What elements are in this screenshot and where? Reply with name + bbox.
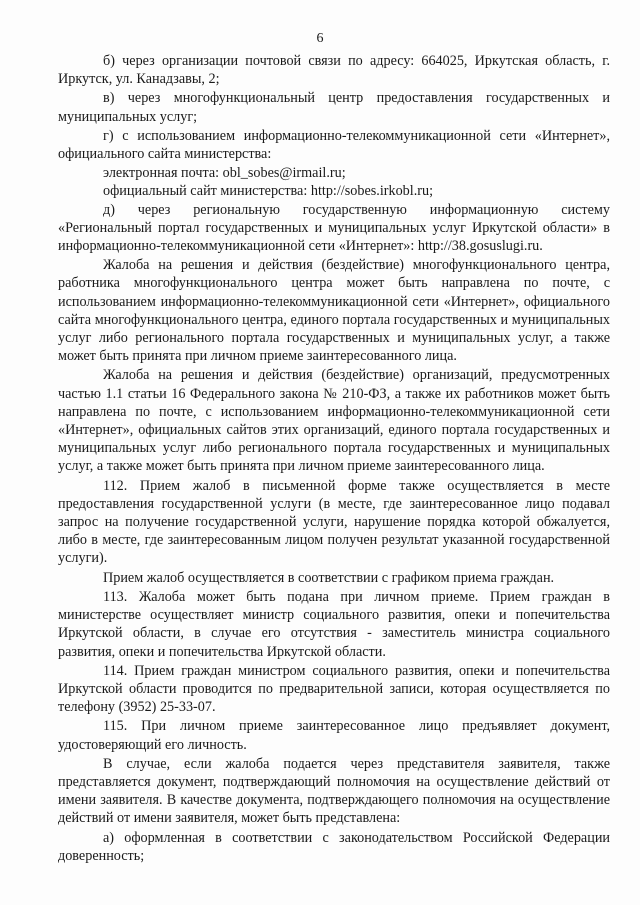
paragraph-email: электронная почта: obl_sobes@irmail.ru; (103, 165, 346, 182)
paragraph-mfc-complaint: Жалоба на решения и действия (бездействие) многофункционального центра, работника многофункционального центра может быть направлена по почте, с использованием информационно-телекоммуникационной сети «Интернет», официального сайта многофункционального центра, единого портала государственных и муниципальных услуг либо регионального портала государственных и муниципальных услуг, а также может быть принята при личном приеме заинтересованного лица. (58, 257, 610, 365)
paragraph-113: 113. Жалоба может быть подана при личном приеме. Прием граждан в министерстве осуществляет министр социального развития, опеки и попечительства Иркутской области, в случае его отсутствия - заместитель министра социального развития, опеки и попечительства Иркутской области. (58, 588, 610, 660)
paragraph-schedule: Прием жалоб осуществляется в соответствии с графиком приема граждан. (103, 569, 555, 586)
page-number: 6 (316, 31, 324, 46)
paragraph-internet: г) с использованием информационно-телекоммуникационной сети «Интернет», официального сайта министерства: (58, 127, 610, 163)
paragraph-website: официальный сайт министерства: http://sobes.irkobl.ru; (103, 183, 434, 200)
paragraph-mfc: в) через многофункциональный центр предоставления государственных и муниципальных услуг; (58, 90, 610, 125)
paragraph-115: 115. При личном приеме заинтересованное лицо предъявляет документ, удостоверяющий его личность. (58, 718, 610, 753)
document-body (58, 52, 610, 865)
paragraph-regional-portal: д) через региональную государственную информационную систему «Региональный портал государственных и муниципальных услуг Иркутской области» в информационно-телекоммуникационной сети «Интернет»: http://38.gosuslugi.ru. (58, 201, 610, 255)
paragraph-organizations-complaint: Жалоба на решения и действия (бездействие) организаций, предусмотренных частью 1.1 статьи 16 Федерального закона № 210-ФЗ, а также их работников может быть направлена по почте, с использованием информационно-телекоммуникационной сети «Интернет», официальных сайтов этих организаций, единого портала государственных и муниципальных услуг либо регионального портала государственных и муниципальных услуг, а также может быть принята при личном приеме заинтересованного лица. (58, 367, 610, 475)
paragraph-power-of-attorney: а) оформленная в соответствии с законодательством Российской Федерации доверенность; (58, 829, 610, 864)
paragraph-representative: В случае, если жалоба подается через представителя заявителя, также представляется документ, подтверждающий полномочия на осуществление действий от имени заявителя. В качестве документа, подтверждающего полномочия на осуществление действий от имени заявителя, может быть представлена: (58, 755, 610, 827)
paragraph-114: 114. Прием граждан министром социального развития, опеки и попечительства Иркутской области проводится по предварительной записи, которая осуществляется по телефону (3952) 25-33-07. (58, 662, 610, 716)
paragraph-postal-address: б) через организации почтовой связи по адресу: 664025, Иркутская область, г. Иркутск, ул. Канадзавы, 2; (58, 53, 610, 88)
paragraph-112: 112. Прием жалоб в письменной форме также осуществляется в месте предоставления государственной услуги (в месте, где заинтересованное лицо подавал запрос на получение государственной услуги, нарушение порядка которой обжалуется, либо в месте, где заинтересованным лицом получен результат указанной государственной услуги). (58, 477, 610, 567)
